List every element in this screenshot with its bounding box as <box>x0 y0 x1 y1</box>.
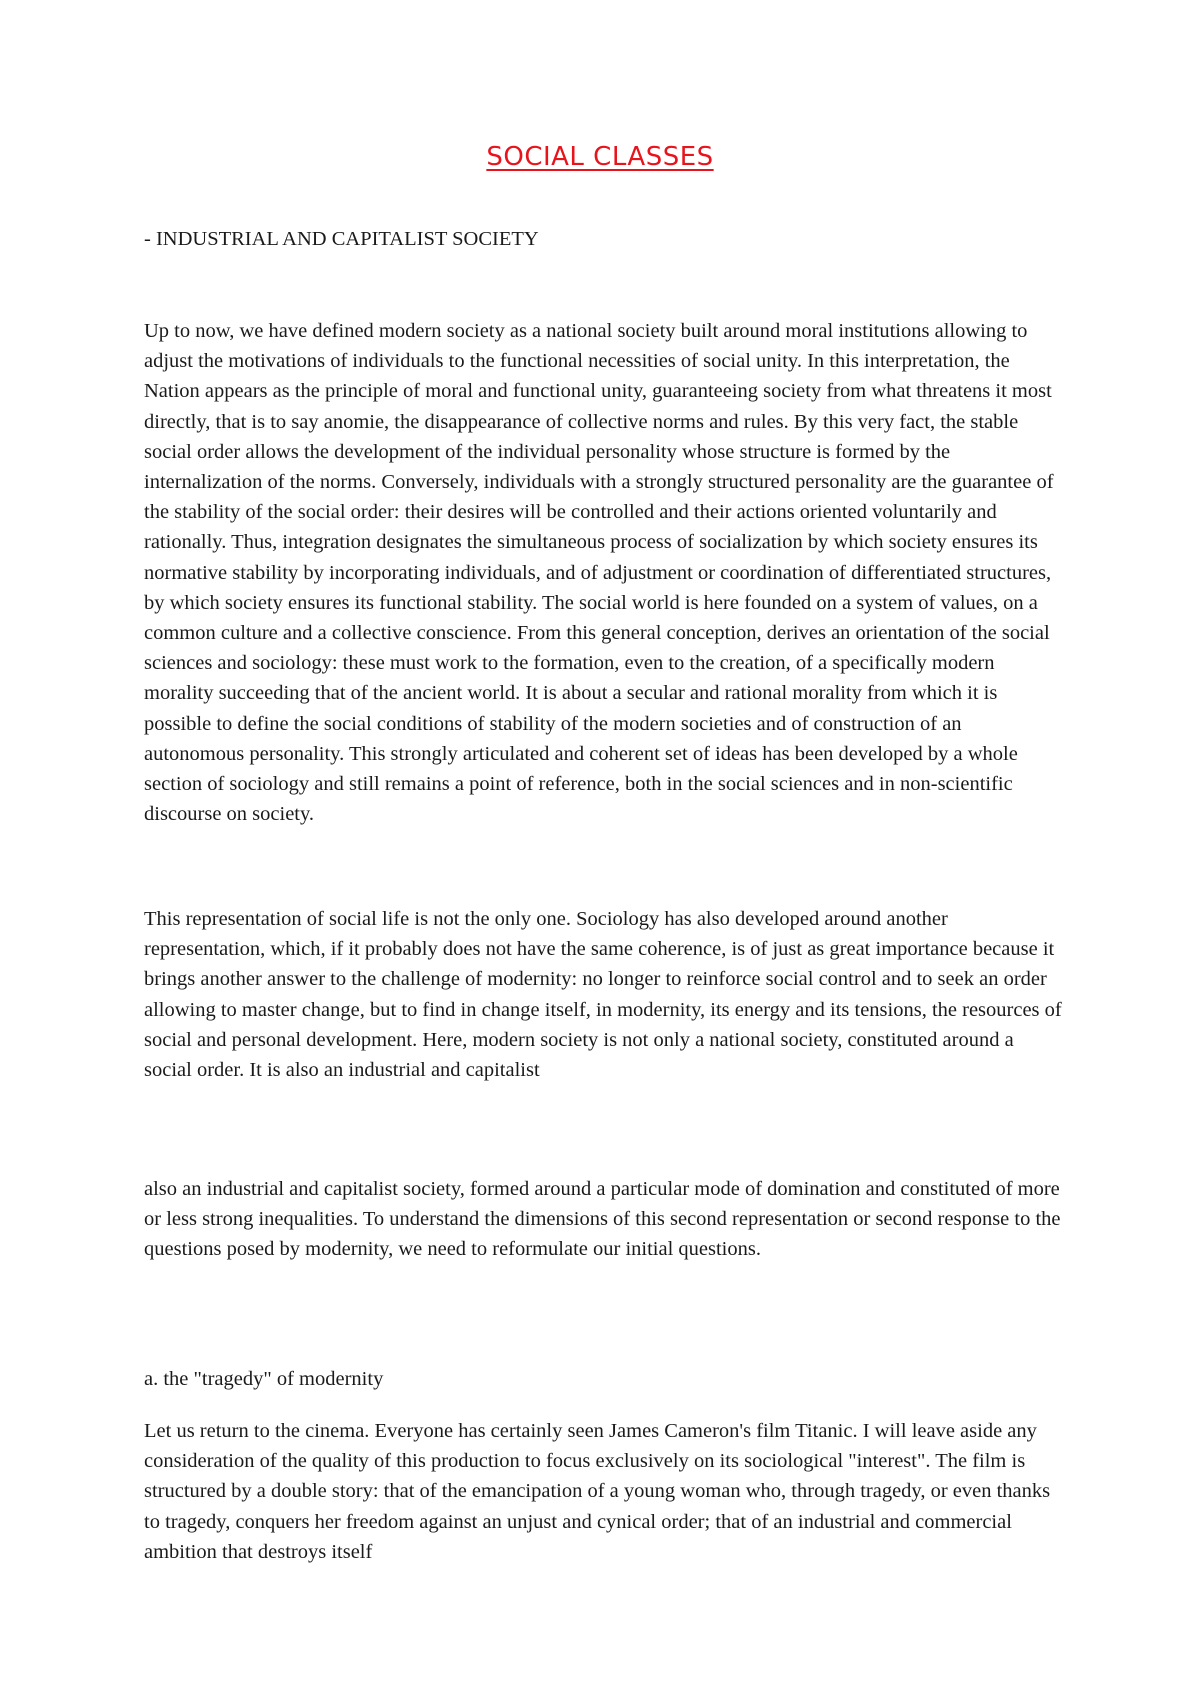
section-heading: - INDUSTRIAL AND CAPITALIST SOCIETY <box>144 228 539 250</box>
subsection-heading: a. the "tragedy" of modernity <box>144 1368 384 1390</box>
paragraph-4: Let us return to the cinema. Everyone has certainly seen James Cameron's film Titanic. I will leave aside any consideration of the quality of this production to focus exclusively on its sociological "interest". The film is structured by a double story: that of the emancipation of a young woman who, through tragedy, or even thanks to tragedy, conquers her freedom against an unjust and cynical order; that of an industrial and commercial ambition that destroys itself <box>144 1420 1051 1563</box>
paragraph-1: Up to now, we have defined modern society as a national society built around moral institutions allowing to adjust the motivations of individuals to the functional necessities of social unity. In this interpretation, the Nation appears as the principle of moral and functional unity, guaranteeing society from what threatens it most directly, that is to say anomie, the disappearance of collective norms and rules. By this very fact, the stable social order allows the development of the individual personality whose structure is formed by the internalization of the norms. Conversely, individuals with a strongly structured personality are the guarantee of the stability of the social order: their desires will be controlled and their actions oriented voluntarily and rationally. Thus, integration designates the simultaneous process of socialization by which society ensures its normative stability by incorporating individuals, and of adjustment or coordination of differentiated structures, by which society ensures its functional stability. The social world is here founded on a system of values, on a common culture and a collective conscience. From this general conception, derives an orientation of the social sciences and sociology: these must work to the formation, even to the creation, of a specifically modern morality succeeding that of the ancient world. It is about a secular and rational morality from which it is possible to define the social conditions of stability of the modern societies and of construction of an autonomous personality. This strongly articulated and coherent set of ideas has been developed by a whole section of sociology and still remains a point of reference, both in the social sciences and in non-scientific discourse on society. <box>144 320 1054 826</box>
paragraph-3: also an industrial and capitalist society, formed around a particular mode of domination and constituted of more or less strong inequalities. To understand the dimensions of this second representation or second response to the questions posed by modernity, we need to reformulate our initial questions. <box>144 1178 1061 1261</box>
paragraph-2: This representation of social life is not the only one. Sociology has also developed around another representation, which, if it probably does not have the same coherence, is of just as great importance because it brings another answer to the challenge of modernity: no longer to reinforce social control and to seek an order allowing to master change, but to find in change itself, in modernity, its energy and its tensions, the resources of social and personal development. Here, modern society is not only a national society, constituted around a social order. It is also an industrial and capitalist <box>144 908 1062 1082</box>
page-title: SOCIAL CLASSES <box>486 142 714 172</box>
